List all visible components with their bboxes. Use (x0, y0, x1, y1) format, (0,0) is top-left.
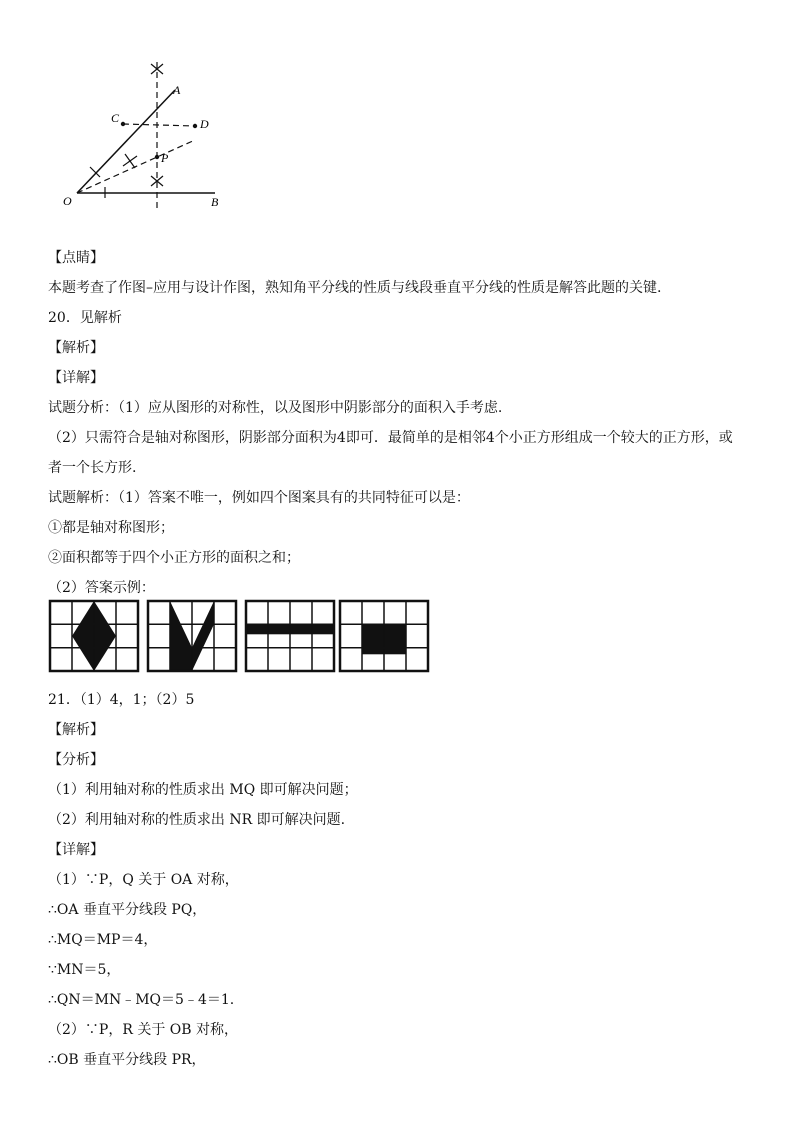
q21-step-3: ∴MQ＝MP＝4， (48, 932, 158, 948)
q20-feature-1: ①都是轴对称图形； (48, 520, 174, 536)
q20-jiexi-heading: 【解析】 (48, 340, 104, 356)
q20-feature-2: ②面积都等于四个小正方形的面积之和； (48, 550, 300, 566)
label-o: O (63, 194, 72, 208)
q20-xiangjie-heading: 【详解】 (48, 370, 104, 386)
example-grid-v-shape (148, 601, 236, 671)
arc-cross-bisector (123, 154, 137, 168)
q20-answer: 20．见解析 (48, 310, 122, 326)
q21-fenxi-heading: 【分析】 (48, 752, 104, 768)
q21-step-2: ∴OA 垂直平分线段 PQ， (48, 902, 207, 918)
label-p: P (161, 151, 169, 165)
example-grid-diamond (50, 601, 138, 671)
label-c: C (111, 111, 120, 125)
label-d: D (200, 117, 209, 131)
q20-analysis-2a: （2）只需符合是轴对称图形，阴影部分面积为4即可．最简单的是相邻4个小正方形组成一个较大的正方形，或 (48, 430, 733, 446)
q21-fenxi-2: （2）利用轴对称的性质求出 NR 即可解决问题. (48, 812, 346, 828)
label-a: A (173, 83, 181, 97)
q21-xiangjie-heading: 【详解】 (48, 842, 104, 858)
q20-analysis-2b: 者一个长方形. (48, 460, 137, 476)
point-p (155, 155, 159, 159)
dianjing-text: 本题考查了作图–应用与设计作图，熟知角平分线的性质与线段垂直平分线的性质是解答此题的关键. (48, 280, 662, 296)
q21-step-7: ∴OB 垂直平分线段 PR， (48, 1052, 206, 1068)
q20-example-label: （2）答案示例： (48, 580, 155, 596)
q21-step-1: （1）∵P，Q 关于 OA 对称， (48, 872, 239, 888)
angle-bisector (77, 140, 195, 193)
example-grids (46, 598, 436, 676)
q21-fenxi-1: （1）利用轴对称的性质求出 MQ 即可解决问题； (48, 782, 358, 798)
label-b: B (211, 195, 219, 209)
construction-figure (55, 50, 245, 220)
dianjing-heading: 【点睛】 (48, 250, 104, 266)
q21-answer: 21．（1）4，1；（2）5 (48, 692, 195, 708)
q21-step-6: （2）∵P，R 关于 OB 对称， (48, 1022, 238, 1038)
example-grid-horizontal-bar (246, 601, 334, 671)
q21-step-4: ∵MN＝5， (48, 962, 121, 978)
arc-mark-oa (90, 167, 100, 177)
example-grid-square (340, 601, 428, 671)
q20-analysis-1: 试题分析：（1）应从图形的对称性，以及图形中阴影部分的面积入手考虑. (48, 400, 503, 416)
segment-cd (123, 124, 195, 126)
point-c (121, 122, 125, 126)
q21-jiexi-heading: 【解析】 (48, 722, 104, 738)
point-d (193, 124, 197, 128)
q21-step-5: ∴QN＝MN﹣MQ＝5﹣4＝1. (48, 992, 235, 1008)
q20-solution-1: 试题解析：（1）答案不唯一，例如四个图案具有的共同特征可以是： (48, 490, 470, 506)
